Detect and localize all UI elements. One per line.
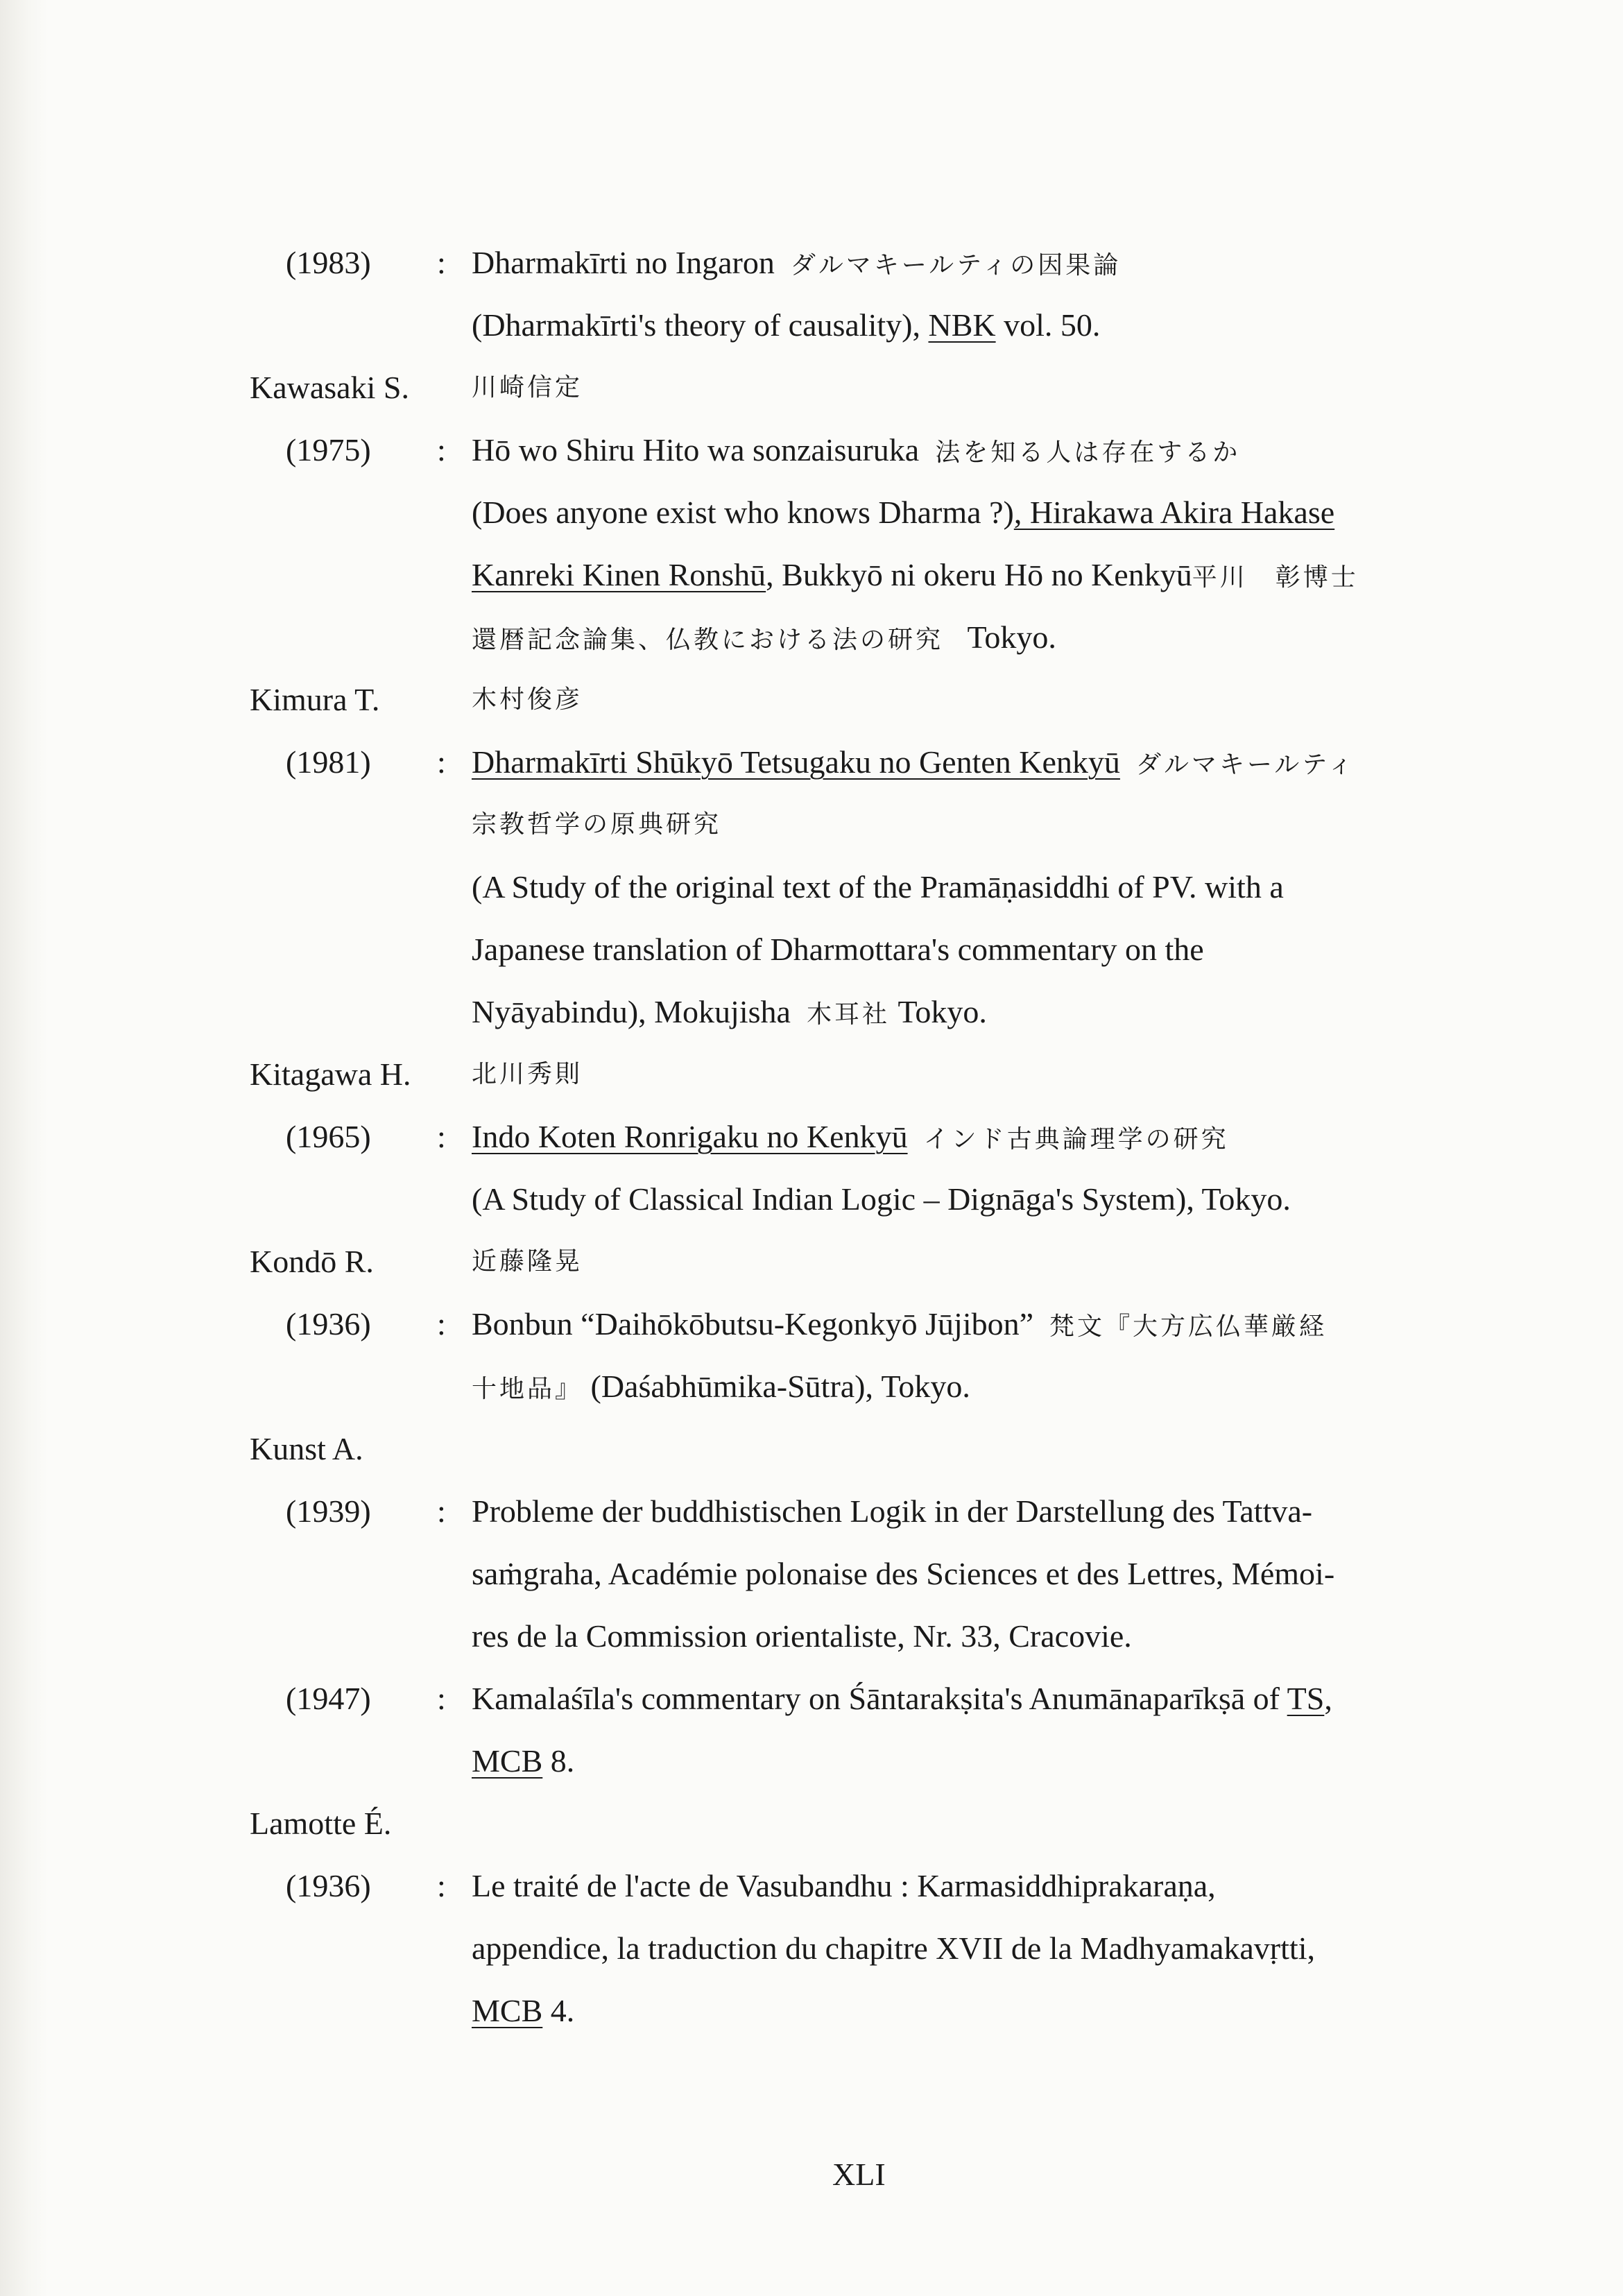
- page-number: XLI: [832, 2157, 886, 2192]
- entry-title: Hō wo Shiru Hito wa sonzaisuruka: [472, 432, 920, 468]
- entry-text: Nyāyabindu), Mokujisha: [472, 994, 791, 1029]
- entry-line: [472, 544, 1359, 609]
- entry-year: (1975): [286, 432, 371, 468]
- entry-line: [472, 606, 1056, 671]
- entry-text: appendice, la traduction du chapitre XVII de la Madhyamakavṛtti,: [472, 1930, 1315, 1966]
- entry-line: [472, 1355, 970, 1421]
- entry-title: Dharmakīrti no Ingaron: [472, 245, 775, 280]
- entry-text: Tokyo.: [898, 994, 987, 1029]
- author-name-jp: 木村俊彦: [472, 685, 583, 714]
- entry-text: vol. 50.: [995, 307, 1101, 343]
- entry-title-jp: 十地品』: [472, 1375, 583, 1403]
- entry-line: [472, 1106, 1229, 1171]
- entry-colon: :: [437, 744, 446, 780]
- entry-year: (1936): [286, 1868, 371, 1903]
- entry-text: (A Study of Classical Indian Logic – Dignāga's System), Tokyo.: [472, 1181, 1291, 1217]
- entry-text: Le traité de l'acte de Vasubandhu : Karmasiddhiprakaraṇa,: [472, 1868, 1216, 1903]
- author-name-jp: 川崎信定: [472, 373, 583, 402]
- author-name: Kondō R.: [250, 1244, 374, 1279]
- entry-text: (Dharmakīrti's theory of causality),: [472, 307, 929, 343]
- author-name-jp: 近藤隆晃: [472, 1247, 583, 1276]
- entry-text: res de la Commission orientaliste, Nr. 33, Cracovie.: [472, 1618, 1132, 1654]
- entry-line: [472, 1293, 1327, 1358]
- journal-abbrev: NBK: [928, 307, 996, 343]
- entry-year: (1981): [286, 744, 371, 780]
- author-name: Kitagawa H.: [250, 1056, 411, 1092]
- entry-title-jp: ダルマキールティの因果論: [790, 251, 1122, 280]
- entry-text: saṁgraha, Académie polonaise des Sciences et des Lettres, Mémoi-: [472, 1556, 1335, 1591]
- entry-text: (Daśabhūmika-Sūtra), Tokyo.: [590, 1369, 970, 1404]
- book-title: Indo Koten Ronrigaku no Kenkyū: [472, 1119, 908, 1154]
- journal-abbrev: MCB: [472, 1993, 543, 2028]
- entry-title: Bonbun “Daihōkōbutsu-Kegonkyō Jūjibon”: [472, 1306, 1034, 1342]
- entry-colon: :: [437, 1119, 446, 1154]
- entry-colon: :: [437, 245, 446, 280]
- scan-edge-shadow: [0, 0, 49, 2296]
- entry-year: (1947): [286, 1681, 371, 1716]
- entry-year: (1965): [286, 1119, 371, 1154]
- book-title: , Hirakawa Akira Hakase: [1013, 495, 1335, 530]
- entry-year: (1936): [286, 1306, 371, 1342]
- entry-line: [472, 481, 1334, 544]
- book-title-jp: インド古典論理学の研究: [923, 1125, 1229, 1154]
- book-title: Kanreki Kinen Ronshū: [472, 557, 766, 592]
- author-name: Kawasaki S.: [250, 370, 409, 405]
- entry-year: (1939): [286, 1493, 371, 1529]
- entry-line: [472, 419, 1240, 484]
- entry-title-jp: 法を知る人は存在するか: [935, 438, 1241, 467]
- entry-line: [472, 1730, 574, 1792]
- book-title-jp: 還暦記念論集、仏教における法の研究: [472, 626, 944, 654]
- entry-colon: :: [437, 1681, 446, 1716]
- entry-line: [472, 1668, 1332, 1730]
- book-title-jp: 宗教哲学の原典研究: [472, 810, 722, 839]
- author-name: Kimura T.: [250, 682, 380, 717]
- entry-year: (1983): [286, 245, 371, 280]
- entry-colon: :: [437, 1868, 446, 1903]
- entry-text: , Bukkyō ni okeru Hō no Kenkyū: [766, 557, 1192, 592]
- entry-text: (A Study of the original text of the Pramāṇasiddhi of PV. with a: [472, 869, 1284, 905]
- entry-colon: :: [437, 1493, 446, 1529]
- publisher-jp: 木耳社: [806, 1000, 890, 1029]
- author-name: Lamotte É.: [250, 1806, 392, 1841]
- entry-text: Tokyo.: [967, 619, 1056, 655]
- journal-abbrev: MCB: [472, 1743, 543, 1779]
- entry-text: Probleme der buddhistischen Logik in der Darstellung des Tattva-: [472, 1493, 1313, 1529]
- entry-colon: :: [437, 1306, 446, 1342]
- entry-line: [472, 232, 1121, 297]
- entry-text: 8.: [542, 1743, 575, 1779]
- entry-text: 4.: [542, 1993, 575, 2028]
- entry-line: [472, 731, 1355, 796]
- book-title-jp: ダルマキールティ: [1135, 751, 1356, 779]
- book-title-jp: 平川 彰博士: [1192, 563, 1359, 592]
- entry-text: Kamalaśīla's commentary on Śāntarakṣita's Anumānaparīkṣā of: [472, 1681, 1287, 1716]
- author-name: Kunst A.: [250, 1431, 363, 1466]
- entry-text: (Does anyone exist who knows Dharma ?): [472, 495, 1014, 530]
- entry-colon: :: [437, 432, 446, 468]
- entry-line: [472, 981, 987, 1046]
- entry-line: [472, 294, 1100, 357]
- entry-title-jp: 梵文『大方広仏華厳経: [1049, 1312, 1328, 1341]
- journal-abbrev: TS: [1287, 1681, 1325, 1716]
- entry-text: Japanese translation of Dharmottara's commentary on the: [472, 932, 1204, 967]
- author-name-jp: 北川秀則: [472, 1060, 583, 1088]
- entry-text: ,: [1324, 1681, 1332, 1716]
- entry-line: [472, 1980, 574, 2042]
- book-title: Dharmakīrti Shūkyō Tetsugaku no Genten Kenkyū: [472, 744, 1120, 780]
